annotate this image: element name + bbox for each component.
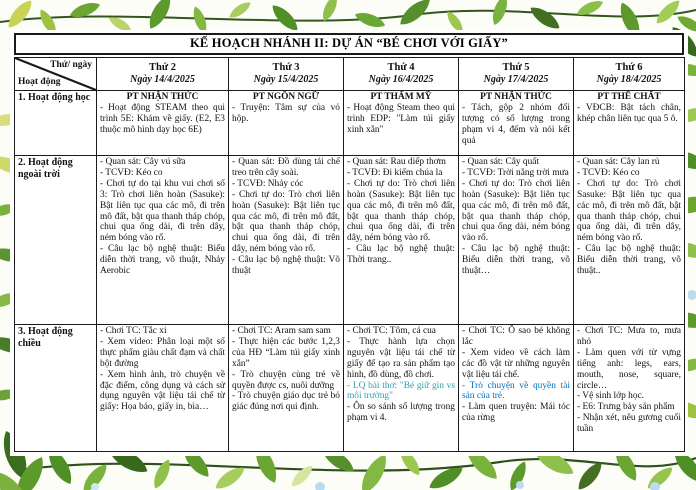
- cell-line: - Câu lạc bộ nghệ thuật: Thời trang..: [347, 244, 455, 266]
- cell-line: - E6: Trưng bày sản phẩm: [577, 402, 675, 413]
- table-row: [15, 91, 685, 156]
- day-header: [574, 58, 685, 91]
- day-header: [344, 58, 459, 91]
- cell-line: - Chơi tự do: Trò chơi liên hoàn (Sasuke): Bật liên tục qua các mô, đi trên mô đất, bật qua thanh tháp chóp, chui qua ống dài, đi trên dây, ném bóng vào rổ.: [347, 178, 455, 244]
- cell-heading: PT NHẬN THỨC: [126, 92, 199, 102]
- cell-line: - TCVĐ: Nhảy cóc: [232, 178, 304, 189]
- cell-line: - Chơi tự do: Trò chơi Sasuke: Bật liên tục qua các mô, đi trên mô đất, bật qua thanh tháp chóp, chui qua ống dài, đi trên dây, ném bóng vào rổ.: [577, 178, 681, 244]
- plan-cell: [229, 156, 344, 325]
- plan-table: [14, 57, 685, 452]
- cell-line: - Quan sát: Đồ dùng tái chế treo trên cây soài.: [232, 157, 340, 178]
- plan-cell: [229, 91, 344, 156]
- cell-line: - Ôn so sánh số lượng trong phạm vi 4.: [347, 402, 455, 424]
- day-date: Ngày 18/4/2025: [596, 74, 662, 86]
- cell-line: - Chơi TC: Tôm, cá cua: [347, 326, 436, 336]
- day-date: Ngày 15/4/2025: [253, 74, 319, 86]
- plan-cell: [574, 91, 685, 156]
- day-header: [459, 58, 574, 91]
- cell-line: - Nhận xét, nêu gương cuối tuần: [577, 413, 681, 435]
- cell-line: - Xem video: Phân loại một số thực phẩm giàu chất đạm và chất bột đường: [100, 336, 225, 369]
- day-date: Ngày 16/4/2025: [368, 74, 434, 86]
- row-label: 3. Hoạt động chiều: [15, 325, 97, 452]
- cell-line: - TCVĐ: Đi kiếm chúa la: [347, 167, 443, 178]
- page-title: KẾ HOẠCH NHÁNH II: DỰ ÁN “BÉ CHƠI VỚI GIẤY”: [14, 33, 684, 55]
- cell-line: - TCVĐ: Trời nắng trời mưa: [462, 167, 569, 178]
- day-name: Thứ 3: [272, 62, 300, 74]
- cell-heading: PT NGÔN NGỮ: [252, 92, 320, 102]
- plan-cell: [459, 156, 574, 325]
- corner-cell: [15, 58, 97, 91]
- corner-top-label: Thứ/ ngày: [50, 60, 92, 70]
- plan-cell: [574, 156, 685, 325]
- row-label: 1. Hoạt động học: [15, 91, 97, 156]
- plan-cell: [97, 91, 229, 156]
- day-header: [229, 58, 344, 91]
- cell-line: - Làm quen với từ vựng tiếng anh: legs, ears, mouth, nose, square, circle…: [577, 347, 681, 391]
- cell-line: - Chơi TC: Aram sam sam: [232, 326, 331, 336]
- cell-line: - Thực hành lựa chọn nguyên vật liệu tái chế từ giấy để tạo ra sản phẩm tạo hình, đồ dùng, đồ chơi.: [347, 336, 455, 380]
- cell-line: - LQ bài thơ: "Bé giữ gìn vs môi trường": [347, 380, 455, 402]
- cell-line: - Quan sát: Cây quất: [462, 157, 540, 167]
- cell-line: - Truyện: Tâm sự của vỏ hộp.: [232, 102, 340, 124]
- cell-line: - Hoạt động STEAM theo qui trình 5E: Khám về giấy. (E2, E3 thuộc mô hình dạy học 6E): [100, 102, 225, 135]
- cell-line: - Câu lạc bộ nghệ thuật: Biểu diễn thời trang, võ thuật, Nhảy Aerobic: [100, 244, 225, 277]
- cell-line: - TCVĐ: Kéo co: [100, 167, 163, 178]
- cell-line: - Tách, gộp 2 nhóm đối tượng có số lượng trong phạm vi 4, đếm và nói kết quả: [462, 102, 570, 146]
- header-row: [15, 58, 685, 91]
- plan-sheet: [10, 30, 688, 456]
- day-name: Thứ 4: [387, 62, 415, 74]
- cell-line: - Xem hình ảnh, trò chuyện về đặc điểm, công dụng và cách sử dụng nguyên vật liệu tái chế từ giấy: Họa báo, giấy in, bìa…: [100, 369, 225, 413]
- cell-line: - Câu lạc bộ nghệ thuật: Biểu diễn thời trang, võ thuật…: [462, 244, 570, 277]
- plan-cell: [459, 325, 574, 452]
- cell-line: - Trò chuyện giáo dục trẻ bỏ giác đúng nơi qui định.: [232, 391, 340, 413]
- cell-line: - Thực hiện các bước 1,2,3 của HĐ “Làm túi giấy xinh xắn”: [232, 336, 340, 369]
- day-header: [97, 58, 229, 91]
- cell-line: - Hoạt động Steam theo qui trình EDP: "Làm túi giấy xinh xắn": [347, 102, 455, 135]
- cell-line: - Câu lạc bộ nghệ thuật: Biểu diễn thời trang, võ thuật..: [577, 244, 681, 277]
- cell-heading: PT THẨM MỸ: [370, 92, 432, 102]
- table-row: [15, 156, 685, 325]
- day-date: Ngày 14/4/2025: [130, 74, 195, 86]
- cell-line: - Xem video về cách làm các đồ vật từ những nguyên vật liệu tái chế.: [462, 347, 570, 380]
- cell-line: - Chơi tự do tại khu vui chơi số 3: Trò chơi liên hoàn (Sasuke): Bật liên tục qua các mô, đi trên mô đất, bật qua thanh tháp chóp, chui qua ống dài, đi trên dây, ném bóng vào rổ.: [100, 178, 225, 244]
- cell-line: - Làm quen truyện: Mái tóc của rừng: [462, 402, 570, 424]
- plan-cell: [344, 325, 459, 452]
- cell-line: - Chơi TC: Tắc xi: [100, 326, 167, 336]
- plan-cell: [97, 156, 229, 325]
- table-row: [15, 325, 685, 452]
- cell-line: - Quan sát: Cây lan rủ: [577, 157, 660, 167]
- plan-cell: [344, 156, 459, 325]
- day-name: Thứ 5: [502, 62, 530, 74]
- corner-bottom-label: Hoạt động: [18, 76, 61, 87]
- plan-cell: [97, 325, 229, 452]
- plan-cell: [344, 91, 459, 156]
- cell-heading: PT THỂ CHẤT: [597, 92, 661, 102]
- cell-line: - Chơi tự do: Trò chơi liên hoàn (Sasuke): Bật liên tục qua các mô, đi trên mô đất, bật qua thanh tháp chóp, chui qua ống dài, ném bóng vào rổ.: [462, 178, 570, 244]
- cell-line: - Chơi TC: Mưa to, mưa nhỏ: [577, 326, 681, 347]
- day-date: Ngày 17/4/2025: [483, 74, 549, 86]
- day-name: Thứ 6: [615, 62, 643, 74]
- plan-cell: [229, 325, 344, 452]
- cell-line: - Trò chuyện về quyền tài sản của trẻ.: [462, 380, 570, 402]
- cell-line: - Trò chuyện cùng trẻ về quyền được cs, nuôi dưỡng: [232, 369, 340, 391]
- cell-line: - Chơi tự do: Trò chơi liên hoàn (Sasuke): Bật liên tục qua các mô, đi trên mô đất, bật qua thanh tháp chóp, chui qua ống dài, đi trên dây, ném bóng vào rổ.: [232, 189, 340, 255]
- cell-line: - TCVĐ: Kéo co: [577, 167, 640, 178]
- cell-line: - Câu lạc bộ nghệ thuật: Võ thuật: [232, 255, 340, 277]
- plan-cell: [574, 325, 685, 452]
- cell-line: - Quan sát: Rau diếp thơm: [347, 157, 446, 167]
- row-label: 2. Hoạt động ngoài trời: [15, 156, 97, 325]
- cell-line: - Chơi TC: Ô sao bé không lắc: [462, 326, 570, 347]
- cell-line: - Vệ sinh lớp học.: [577, 391, 645, 402]
- cell-heading: PT NHẬN THỨC: [480, 92, 552, 102]
- day-name: Thứ 2: [148, 62, 177, 74]
- cell-line: - Quan sát: Cây vú sữa: [100, 157, 186, 167]
- cell-line: - VĐCB: Bật tách chân, khép chân liên tục qua 5 ô.: [577, 102, 681, 124]
- plan-cell: [459, 91, 574, 156]
